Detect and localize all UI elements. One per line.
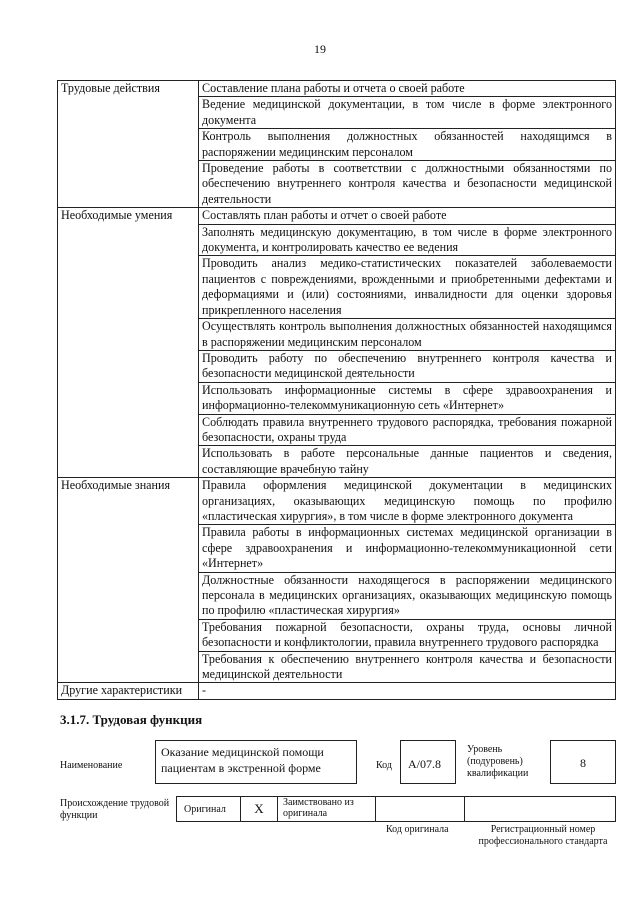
page-number: 19 (314, 42, 326, 56)
table-cell: Ведение медицинской документации, в том числе в форме электронного документа (199, 97, 616, 129)
table-cell: Требования пожарной безопасности, охраны труда, основы личной безопасности и конфликтологии, правила внутреннего трудового распорядка (199, 619, 616, 651)
table-cell: Правила работы в информационных системах медицинской организации в сфере здравоохранения и информационно-телекоммуникационной сети «Интернет» (199, 525, 616, 572)
competency-table (57, 80, 616, 700)
table-cell: Контроль выполнения должностных обязанностей находящимся в распоряжении медицинским персоналом (199, 129, 616, 161)
qualification-level-label: Уровень (подуровень) квалификации (467, 744, 529, 779)
table-row (58, 683, 616, 699)
code-box (400, 740, 456, 784)
competency-table-body (58, 81, 616, 700)
original-label: Оригинал (184, 804, 226, 815)
origin-label: Происхождение трудовой функции (60, 798, 170, 821)
name-label: Наименование (60, 760, 123, 771)
function-name-value: Оказание медицинской помощи пациентам в экстренной форме (161, 745, 324, 775)
row-group-label: Трудовые действия (58, 81, 199, 208)
borrowed-label: Заимствовано из оригинала (283, 797, 354, 819)
table-cell: Проводить работу по обеспечению внутреннего контроля качества и безопасности медицинской деятельности (199, 350, 616, 382)
table-cell: - (199, 683, 616, 699)
row-group-label: Другие характеристики (58, 683, 199, 699)
function-name-box (155, 740, 357, 784)
table-cell: Заполнять медицинскую документацию, в том числе в форме электронного документа, и контролировать качество ее ведения (199, 224, 616, 256)
row-group-label: Необходимые знания (58, 478, 199, 683)
code-label: Код (376, 760, 392, 771)
reg-number-label: Регистрационный номер профессионального стандарта (478, 824, 608, 847)
code-original-box (375, 796, 465, 822)
table-cell: Правила оформления медицинской документации в медицинских организациях, оказывающих медицинскую помощь по профилю «пластическая хирургия», в том числе в форме электронного документа (199, 478, 616, 525)
table-cell: Составлять план работы и отчет о своей работе (199, 208, 616, 224)
table-row (58, 81, 616, 97)
original-mark-box (240, 796, 278, 822)
code-original-label: Код оригинала (386, 824, 449, 835)
row-group-label: Необходимые умения (58, 208, 199, 478)
table-row (58, 208, 616, 224)
section-title: 3.1.7. Трудовая функция (60, 712, 203, 727)
level-value: 8 (580, 756, 586, 770)
table-cell: Должностные обязанности находящегося в распоряжении медицинского персонала в медицинских организациях, оказывающих медицинскую помощь по профилю «пластическая хирургия» (199, 572, 616, 619)
table-cell: Проведение работы в соответствии с должностными обязанностями по обеспечению внутреннего контроля качества и безопасности медицинской деятельности (199, 161, 616, 208)
table-cell: Использовать информационные системы в сфере здравоохранения и информационно-телекоммуникационную сеть «Интернет» (199, 382, 616, 414)
table-cell: Соблюдать правила внутреннего трудового распорядка, требования пожарной безопасности, охраны труда (199, 414, 616, 446)
original-mark: X (254, 801, 264, 816)
table-cell: Проводить анализ медико-статистических показателей заболеваемости пациентов с повреждениями, врожденными и приобретенными дефектами и деформациями и (или) состояниями, инвалидности для оценки здоровья прикрепленного населения (199, 256, 616, 319)
level-box (550, 740, 616, 784)
code-value: А/07.8 (408, 757, 441, 771)
table-cell: Составление плана работы и отчета о своей работе (199, 81, 616, 97)
table-cell: Требования к обеспечению внутреннего контроля качества и безопасности медицинской деятельности (199, 651, 616, 683)
table-cell: Осуществлять контроль выполнения должностных обязанностей находящимся в распоряжении медицинским персоналом (199, 319, 616, 351)
table-cell: Использовать в работе персональные данные пациентов и сведения, составляющие врачебную тайну (199, 446, 616, 478)
table-row (58, 478, 616, 525)
